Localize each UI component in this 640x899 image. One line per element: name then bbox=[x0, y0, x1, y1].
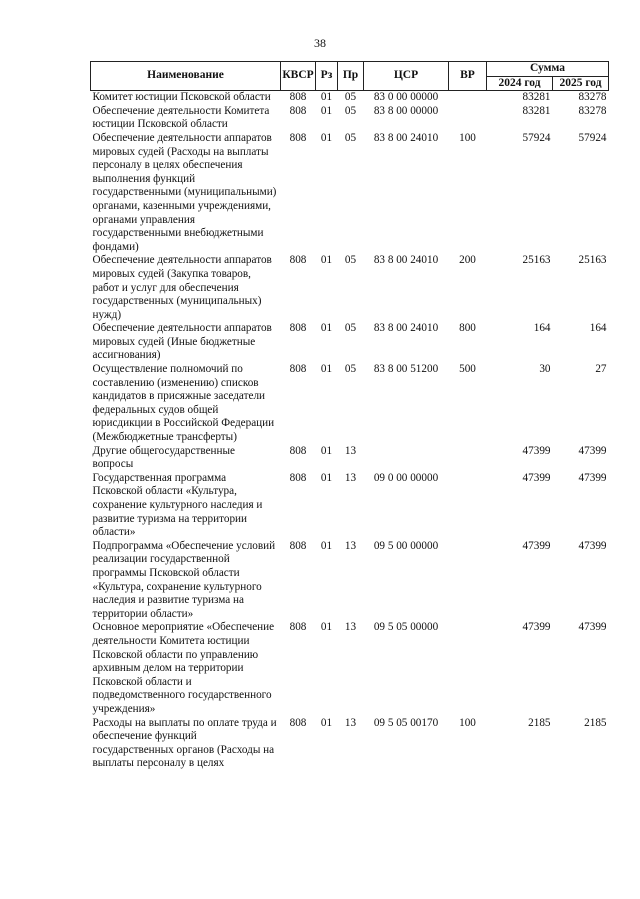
cell-rz: 01 bbox=[320, 444, 333, 457]
cell-kvsr: 808 bbox=[289, 91, 307, 104]
table-row bbox=[91, 445, 609, 472]
cell-kvsr: 808 bbox=[289, 716, 307, 729]
cell-2024: 25163 bbox=[522, 254, 551, 267]
table-row bbox=[91, 717, 609, 771]
table-row bbox=[91, 540, 609, 622]
cell-2024: 83281 bbox=[522, 91, 551, 104]
cell-2024: 47399 bbox=[522, 444, 551, 457]
table-row bbox=[91, 322, 609, 363]
cell-2024: 47399 bbox=[522, 621, 551, 634]
cell-vr: 200 bbox=[459, 254, 476, 267]
cell-pr: 13 bbox=[344, 621, 357, 634]
cell-2025: 27 bbox=[595, 363, 607, 376]
cell-name: Обеспечение деятельности аппаратов мировых судей (Закупка товаров, работ и услуг для обеспечения государственных (муниципальных) нужд) bbox=[92, 254, 272, 321]
cell-name: Расходы на выплаты по оплате труда и обеспечение функций государственных органов (Расходы на выплаты персоналу в целях bbox=[92, 716, 277, 770]
header-pr: Пр bbox=[338, 62, 364, 91]
cell-rz: 01 bbox=[320, 471, 333, 484]
cell-kvsr: 808 bbox=[289, 471, 307, 484]
cell-vr bbox=[449, 105, 487, 132]
header-vr: ВР bbox=[449, 62, 487, 91]
cell-name: Обеспечение деятельности Комитета юстиции Псковской области bbox=[92, 104, 270, 131]
cell-pr: 05 bbox=[344, 91, 357, 104]
cell-vr bbox=[449, 540, 487, 622]
cell-vr: 500 bbox=[459, 363, 476, 376]
cell-csr: 09 5 05 00170 bbox=[373, 716, 439, 729]
header-rz: Рз bbox=[316, 62, 338, 91]
cell-rz: 01 bbox=[320, 621, 333, 634]
cell-kvsr: 808 bbox=[289, 363, 307, 376]
table-body bbox=[91, 91, 609, 771]
cell-kvsr: 808 bbox=[289, 621, 307, 634]
table-row bbox=[91, 254, 609, 322]
cell-csr: 83 0 00 00000 bbox=[373, 91, 439, 104]
cell-pr: 13 bbox=[344, 539, 357, 552]
cell-rz: 01 bbox=[320, 716, 333, 729]
cell-name: Комитет юстиции Псковской области bbox=[92, 91, 271, 104]
cell-2024: 47399 bbox=[522, 471, 551, 484]
cell-csr bbox=[364, 445, 449, 472]
cell-csr: 09 0 00 00000 bbox=[373, 471, 439, 484]
cell-csr: 09 5 00 00000 bbox=[373, 539, 439, 552]
table-row bbox=[91, 105, 609, 132]
cell-2024: 47399 bbox=[522, 539, 551, 552]
header-sum: Сумма bbox=[487, 62, 609, 77]
cell-rz: 01 bbox=[320, 322, 333, 335]
cell-pr: 13 bbox=[344, 471, 357, 484]
header-csr: ЦСР bbox=[364, 62, 449, 91]
cell-kvsr: 808 bbox=[289, 104, 307, 117]
cell-name: Обеспечение деятельности аппаратов мировых судей (Расходы на выплаты персоналу в целях обеспечения выполнения функций государственными (муниципальными) органами, казенными учреждениями, органами управления государственными внебюджетными фондами) bbox=[92, 131, 277, 253]
cell-2024: 164 bbox=[533, 322, 551, 335]
cell-rz: 01 bbox=[320, 254, 333, 267]
header-kvsr: КВСР bbox=[281, 62, 316, 91]
cell-pr: 05 bbox=[344, 322, 357, 335]
cell-kvsr: 808 bbox=[289, 254, 307, 267]
cell-2025: 47399 bbox=[578, 621, 607, 634]
cell-2024: 57924 bbox=[522, 131, 551, 144]
cell-rz: 01 bbox=[320, 363, 333, 376]
cell-name: Основное мероприятие «Обеспечение деятельности Комитета юстиции Псковской области по управлению архивным делом на территории Псковской области и подведомственного государственного учреждения» bbox=[92, 621, 275, 715]
cell-2025: 57924 bbox=[578, 131, 607, 144]
cell-pr: 05 bbox=[344, 254, 357, 267]
cell-vr bbox=[449, 445, 487, 472]
cell-2025: 164 bbox=[589, 322, 607, 335]
cell-pr: 05 bbox=[344, 131, 357, 144]
cell-name: Осуществление полномочий по составлению (изменению) списков кандидатов в присяжные заседатели федеральных судов общей юрисдикции в Российской Федерации (Межбюджетные трансферты) bbox=[92, 363, 275, 444]
cell-kvsr: 808 bbox=[289, 444, 307, 457]
table-row bbox=[91, 363, 609, 445]
cell-rz: 01 bbox=[320, 104, 333, 117]
cell-vr: 100 bbox=[459, 716, 476, 729]
cell-kvsr: 808 bbox=[289, 131, 307, 144]
table-row bbox=[91, 91, 609, 105]
cell-2025: 83278 bbox=[578, 104, 607, 117]
page-number: 38 bbox=[314, 36, 326, 50]
cell-vr: 800 bbox=[459, 322, 476, 335]
cell-vr: 100 bbox=[459, 131, 476, 144]
cell-kvsr: 808 bbox=[289, 322, 307, 335]
cell-vr bbox=[449, 472, 487, 540]
cell-csr: 83 8 00 00000 bbox=[373, 104, 439, 117]
cell-2024: 2185 bbox=[528, 716, 551, 729]
cell-pr: 13 bbox=[344, 716, 357, 729]
cell-csr: 83 8 00 24010 bbox=[373, 322, 439, 335]
cell-vr bbox=[449, 621, 487, 716]
cell-2025: 47399 bbox=[578, 471, 607, 484]
cell-2025: 25163 bbox=[578, 254, 607, 267]
cell-pr: 13 bbox=[344, 444, 357, 457]
header-name: Наименование bbox=[91, 62, 281, 91]
header-2024: 2024 год bbox=[487, 76, 553, 91]
cell-csr: 83 8 00 24010 bbox=[373, 254, 439, 267]
cell-csr: 83 8 00 24010 bbox=[373, 131, 439, 144]
cell-2024: 83281 bbox=[522, 104, 551, 117]
header-2025: 2025 год bbox=[553, 76, 609, 91]
table-row bbox=[91, 132, 609, 254]
table-row bbox=[91, 472, 609, 540]
cell-2024: 30 bbox=[539, 363, 551, 376]
budget-table bbox=[90, 61, 609, 771]
cell-rz: 01 bbox=[320, 91, 333, 104]
cell-2025: 47399 bbox=[578, 539, 607, 552]
cell-pr: 05 bbox=[344, 104, 357, 117]
cell-vr bbox=[449, 91, 487, 105]
cell-2025: 83278 bbox=[578, 91, 607, 104]
cell-name: Подпрограмма «Обеспечение условий реализации государственной программы Псковской области «Культура, сохранение культурного наследия и развитие туризма на территории области» bbox=[92, 539, 276, 620]
cell-kvsr: 808 bbox=[289, 539, 307, 552]
table-row bbox=[91, 621, 609, 716]
cell-csr: 83 8 00 51200 bbox=[373, 363, 439, 376]
cell-pr: 05 bbox=[344, 363, 357, 376]
cell-name: Другие общегосударственные вопросы bbox=[92, 444, 236, 471]
cell-2025: 47399 bbox=[578, 444, 607, 457]
cell-name: Обеспечение деятельности аппаратов мировых судей (Иные бюджетные ассигнования) bbox=[92, 322, 272, 362]
cell-name: Государственная программа Псковской области «Культура, сохранение культурного наследия и развитие туризма на территории области» bbox=[92, 471, 263, 539]
cell-rz: 01 bbox=[320, 131, 333, 144]
cell-rz: 01 bbox=[320, 539, 333, 552]
cell-2025: 2185 bbox=[584, 716, 607, 729]
cell-csr: 09 5 05 00000 bbox=[373, 621, 439, 634]
